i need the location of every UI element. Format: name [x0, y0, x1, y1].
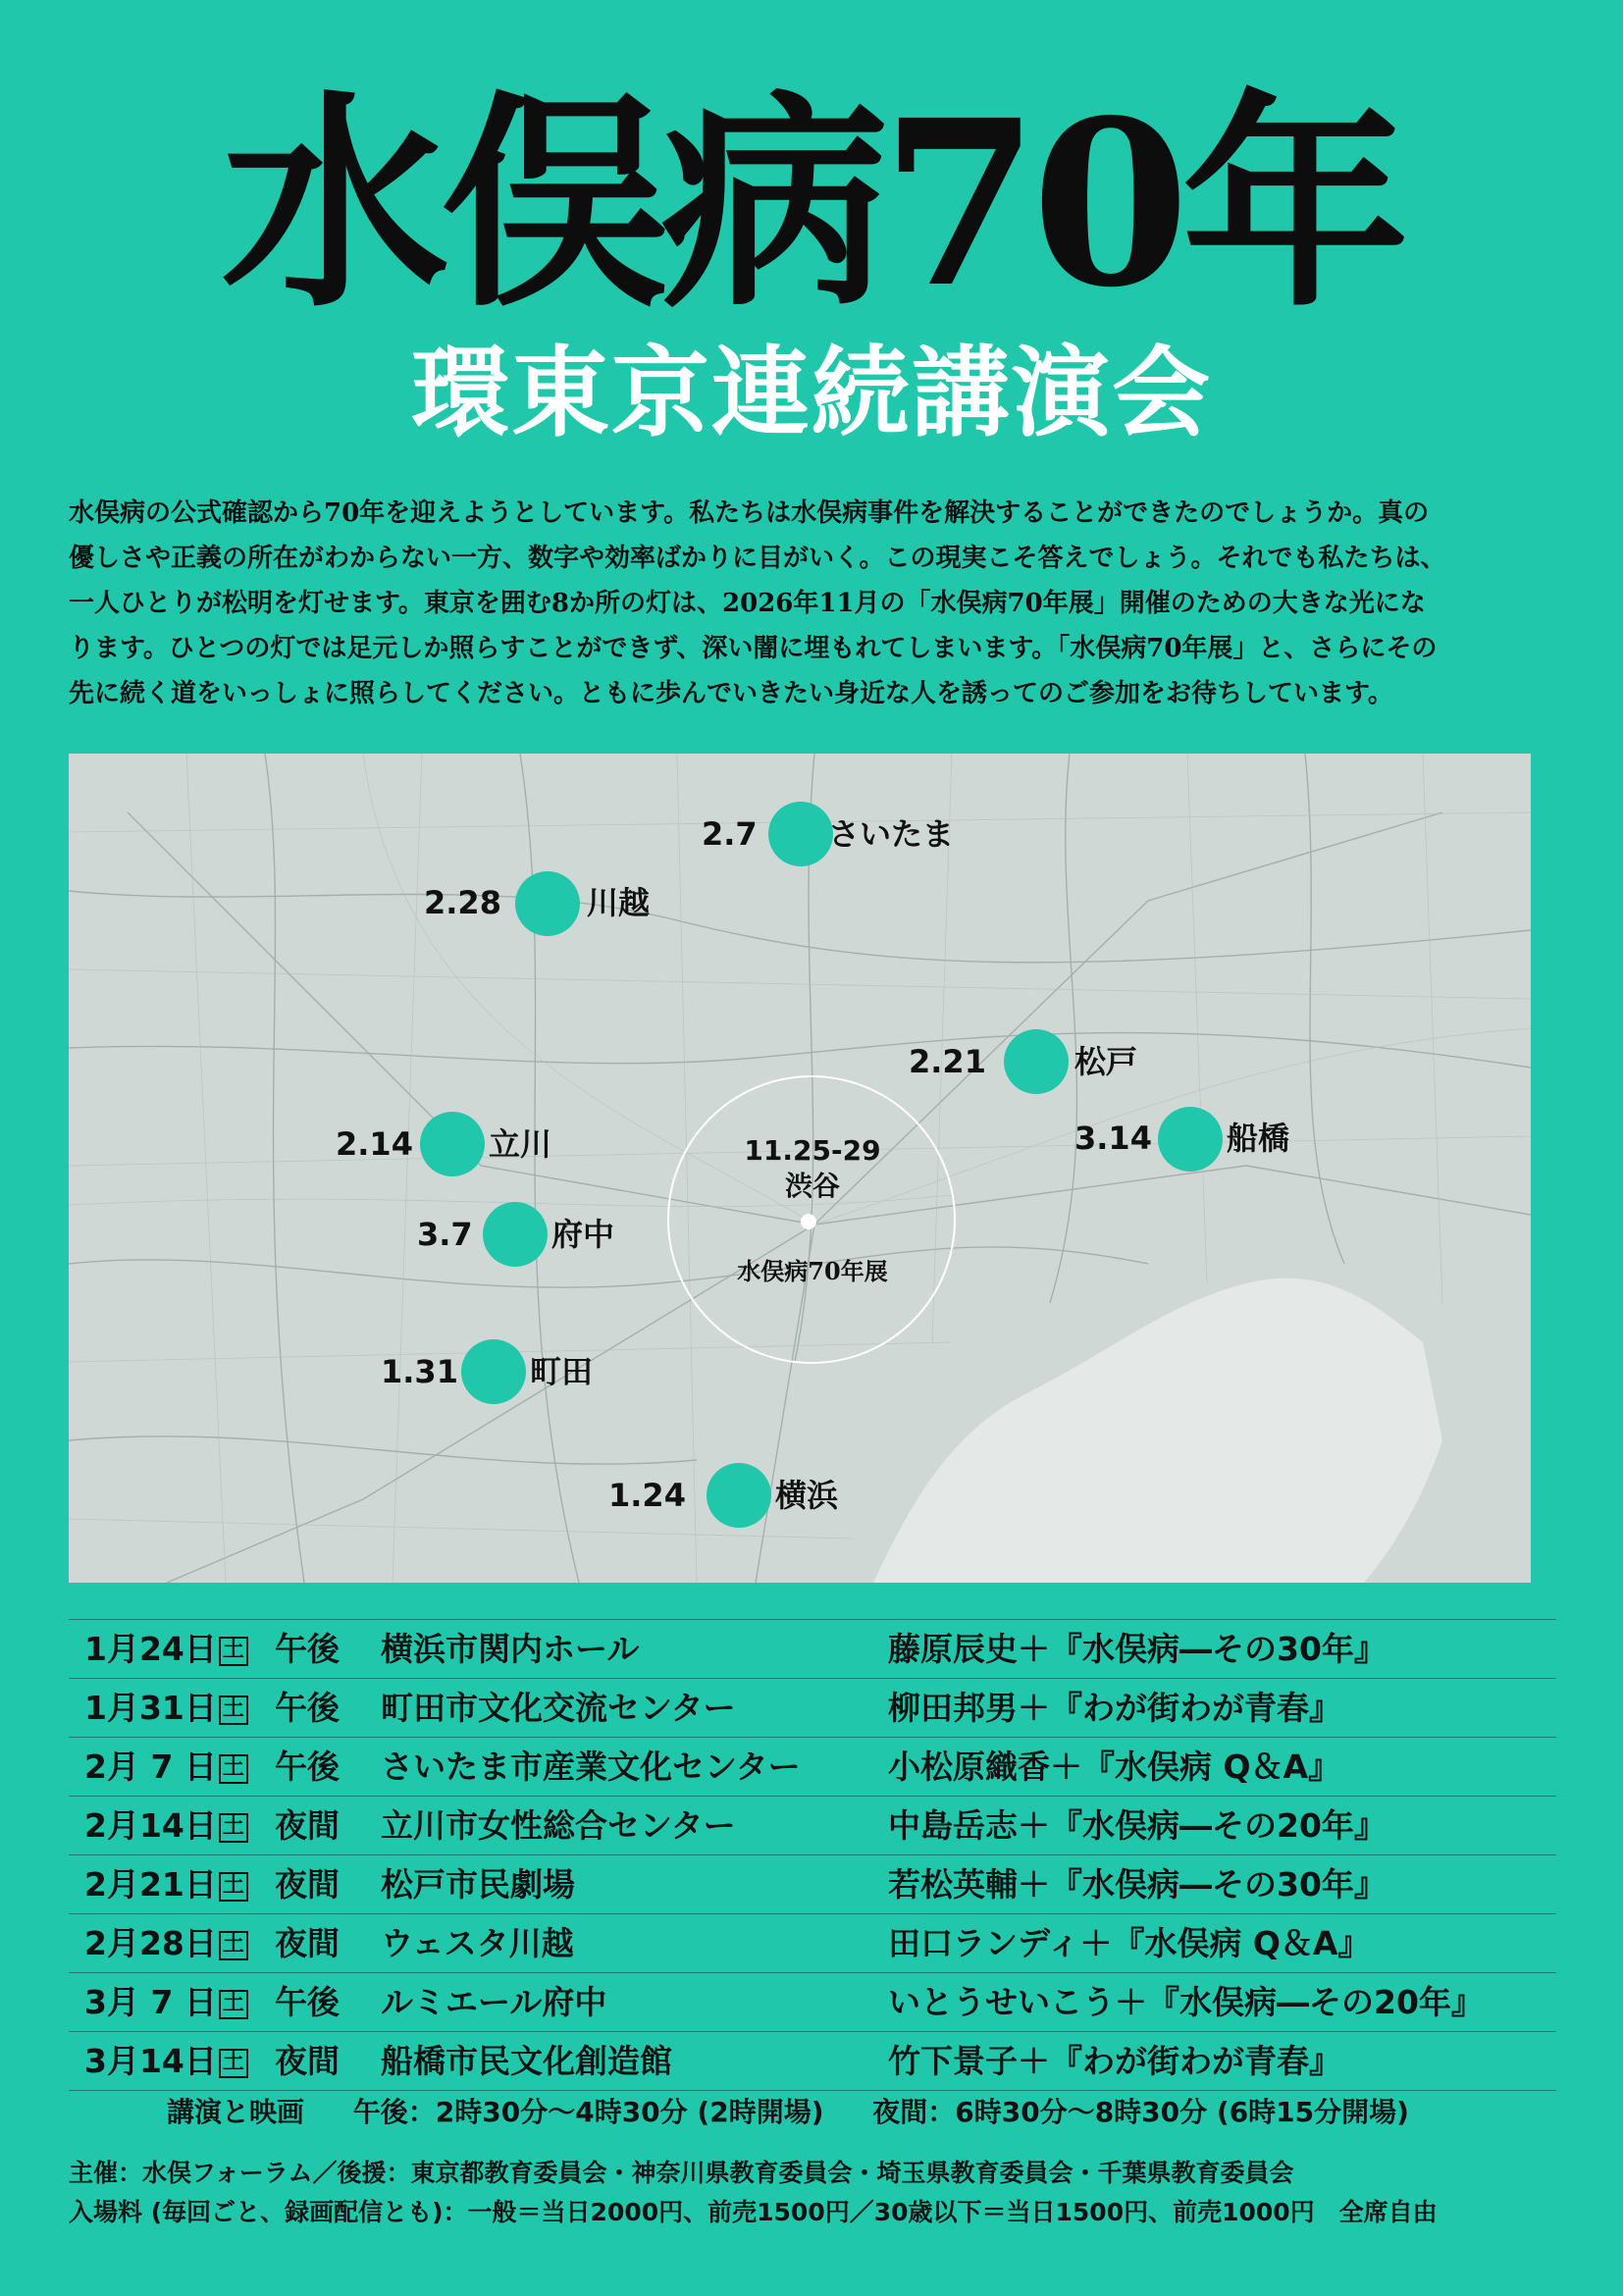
- marker-dot: [461, 1339, 526, 1404]
- schedule-time: 夜間: [275, 1865, 340, 1904]
- schedule-row: [69, 1738, 1556, 1797]
- marker-dot: [707, 1463, 771, 1528]
- schedule-row: [69, 1973, 1556, 2032]
- schedule-speaker: 柳田邦男＋『わが街わが青春』: [888, 1689, 1341, 1727]
- schedule-date: [84, 1914, 281, 1972]
- schedule-speaker: 田口ランディ＋『水俣病 Q＆A』: [888, 1924, 1371, 1962]
- schedule-venue: 立川市女性総合センター: [381, 1806, 736, 1845]
- date-text: 2月14日: [84, 1806, 217, 1845]
- weekday-box: 土: [219, 1990, 248, 2019]
- schedule-time: 夜間: [275, 1924, 340, 1962]
- date-text: 1月24日: [84, 1630, 217, 1668]
- schedule-speaker: いとうせいこう＋『水俣病―その20年』: [888, 1983, 1484, 2021]
- shibuya-location-dot: [801, 1214, 816, 1229]
- schedule-time: 夜間: [275, 2042, 340, 2080]
- schedule-row: [69, 2032, 1556, 2091]
- schedule-date: [84, 1797, 281, 1854]
- date-text: 2月21日: [84, 1865, 217, 1904]
- footer-info: [69, 2154, 1556, 2232]
- schedule-time: 夜間: [275, 1806, 340, 1845]
- marker-date: 1.31: [381, 1353, 458, 1390]
- marker-city: 松戸: [1074, 1043, 1138, 1080]
- intro-line: ります。ひとつの灯では足元しか照らすことができず、深い闇に埋もれてしまいます。「水俣病70年展」と、さらにその: [69, 634, 1438, 663]
- marker-date: 1.24: [608, 1477, 686, 1514]
- session-times: [167, 2093, 1560, 2132]
- schedule-row: [69, 1914, 1556, 1973]
- organizer-line: 主催：水俣フォーラム／後援：東京都教育委員会・神奈川県教育委員会・埼玉県教育委員会・千葉県教育委員会: [69, 2159, 1294, 2187]
- schedule-row: [69, 1619, 1556, 1679]
- weekday-box: 土: [219, 1813, 248, 1843]
- date-text: 1月31日: [84, 1689, 217, 1727]
- schedule-venue: ウェスタ川越: [381, 1924, 574, 1962]
- weekday-box: 土: [219, 1637, 248, 1666]
- marker-city: 立川: [489, 1125, 552, 1163]
- times-label: 講演と映画: [167, 2096, 305, 2128]
- exhibition-place: 渋谷: [784, 1170, 840, 1202]
- poster-subtitle: 環東京連続講演会: [411, 335, 1212, 450]
- schedule-speaker: 小松原織香＋『水俣病 Q＆A』: [888, 1748, 1341, 1786]
- schedule-venue: 町田市文化交流センター: [381, 1689, 736, 1727]
- intro-line: 一人ひとりが松明を灯せます。東京を囲む8か所の灯は、2026年11月の「水俣病70年展」開催のための大きな光にな: [69, 589, 1426, 618]
- marker-city: 府中: [551, 1216, 615, 1253]
- schedule-venue: さいたま市産業文化センター: [381, 1748, 801, 1786]
- marker-date: 3.14: [1074, 1120, 1152, 1157]
- schedule-date: [84, 1973, 281, 2031]
- schedule-speaker: 中島岳志＋『水俣病―その20年』: [888, 1806, 1387, 1845]
- schedule-venue: ルミエール府中: [381, 1983, 607, 2021]
- marker-city: 船橋: [1227, 1120, 1290, 1157]
- marker-dot: [420, 1112, 485, 1176]
- weekday-box: 土: [219, 2049, 248, 2078]
- weekday-box: 土: [219, 1696, 248, 1725]
- schedule-row: [69, 1797, 1556, 1855]
- marker-dot: [1158, 1107, 1223, 1172]
- date-text: 3月 7 日: [84, 1983, 217, 2021]
- schedule-time: 午後: [275, 1983, 340, 2021]
- marker-city: 横浜: [775, 1477, 839, 1514]
- tokyo-area-map: [69, 754, 1531, 1583]
- date-text: 3月14日: [84, 2042, 217, 2080]
- poster-title: 水俣病70年: [221, 70, 1402, 338]
- schedule-venue: 船橋市民文化創造館: [381, 2042, 672, 2080]
- schedule-row: [69, 1855, 1556, 1914]
- date-text: 2月 7 日: [84, 1748, 217, 1786]
- schedule-time: 午後: [275, 1689, 340, 1727]
- marker-city: さいたま: [828, 815, 955, 853]
- intro-line: 先に続く道をいっしょに照らしてください。ともに歩んでいきたい身近な人を誘ってのご参加をお待ちしています。: [69, 679, 1393, 708]
- marker-dot: [515, 871, 580, 936]
- schedule-speaker: 若松英輔＋『水俣病―その30年』: [888, 1865, 1387, 1904]
- schedule-date: [84, 1679, 281, 1737]
- schedule-date: [84, 1620, 281, 1678]
- intro-line: 優しさや正義の所在がわからない一方、数字や効率ばかりに目がいく。この現実こそ答えでしょう。それでも私たちは、: [69, 544, 1446, 573]
- schedule-date: [84, 1738, 281, 1796]
- schedule-time: 午後: [275, 1748, 340, 1786]
- marker-city: 町田: [530, 1353, 594, 1390]
- marker-dot: [1004, 1029, 1069, 1094]
- schedule-date: [84, 1855, 281, 1913]
- marker-date: 2.28: [424, 884, 501, 921]
- date-text: 2月28日: [84, 1924, 217, 1962]
- afternoon-time: 午後：2時30分～4時30分 (2時開場): [352, 2096, 824, 2128]
- marker-date: 2.7: [702, 815, 758, 853]
- marker-city: 川越: [587, 884, 651, 921]
- schedule-date: [84, 2032, 281, 2090]
- marker-date: 2.14: [336, 1125, 413, 1163]
- intro-text: [69, 491, 1556, 716]
- schedule-row: [69, 1679, 1556, 1738]
- intro-line: 水俣病の公式確認から70年を迎えようとしています。私たちは水俣病事件を解決することができたのでしょうか。真の: [69, 498, 1430, 528]
- marker-date: 3.7: [417, 1216, 473, 1253]
- exhibition-title: 水俣病70年展: [737, 1257, 888, 1285]
- marker-dot: [768, 802, 833, 866]
- lecture-schedule: [69, 1619, 1556, 2091]
- schedule-venue: 横浜市関内ホール: [381, 1630, 640, 1668]
- schedule-speaker: 竹下景子＋『わが街わが青春』: [888, 2042, 1341, 2080]
- schedule-speaker: 藤原辰史＋『水俣病―その30年』: [888, 1630, 1387, 1668]
- schedule-time: 午後: [275, 1630, 340, 1668]
- exhibition-dates: 11.25-29: [744, 1134, 881, 1167]
- marker-date: 2.21: [909, 1043, 986, 1080]
- weekday-box: 土: [219, 1754, 248, 1784]
- weekday-box: 土: [219, 1931, 248, 1960]
- admission-line: 入場料 (毎回ごと、録画配信とも)：一般＝当日2000円、前売1500円／30歳以下＝当日1500円、前売1000円 全席自由: [69, 2198, 1438, 2226]
- marker-dot: [483, 1202, 548, 1267]
- evening-time: 夜間：6時30分～8時30分 (6時15分開場): [872, 2096, 1409, 2128]
- schedule-venue: 松戸市民劇場: [381, 1865, 575, 1904]
- weekday-box: 土: [219, 1872, 248, 1902]
